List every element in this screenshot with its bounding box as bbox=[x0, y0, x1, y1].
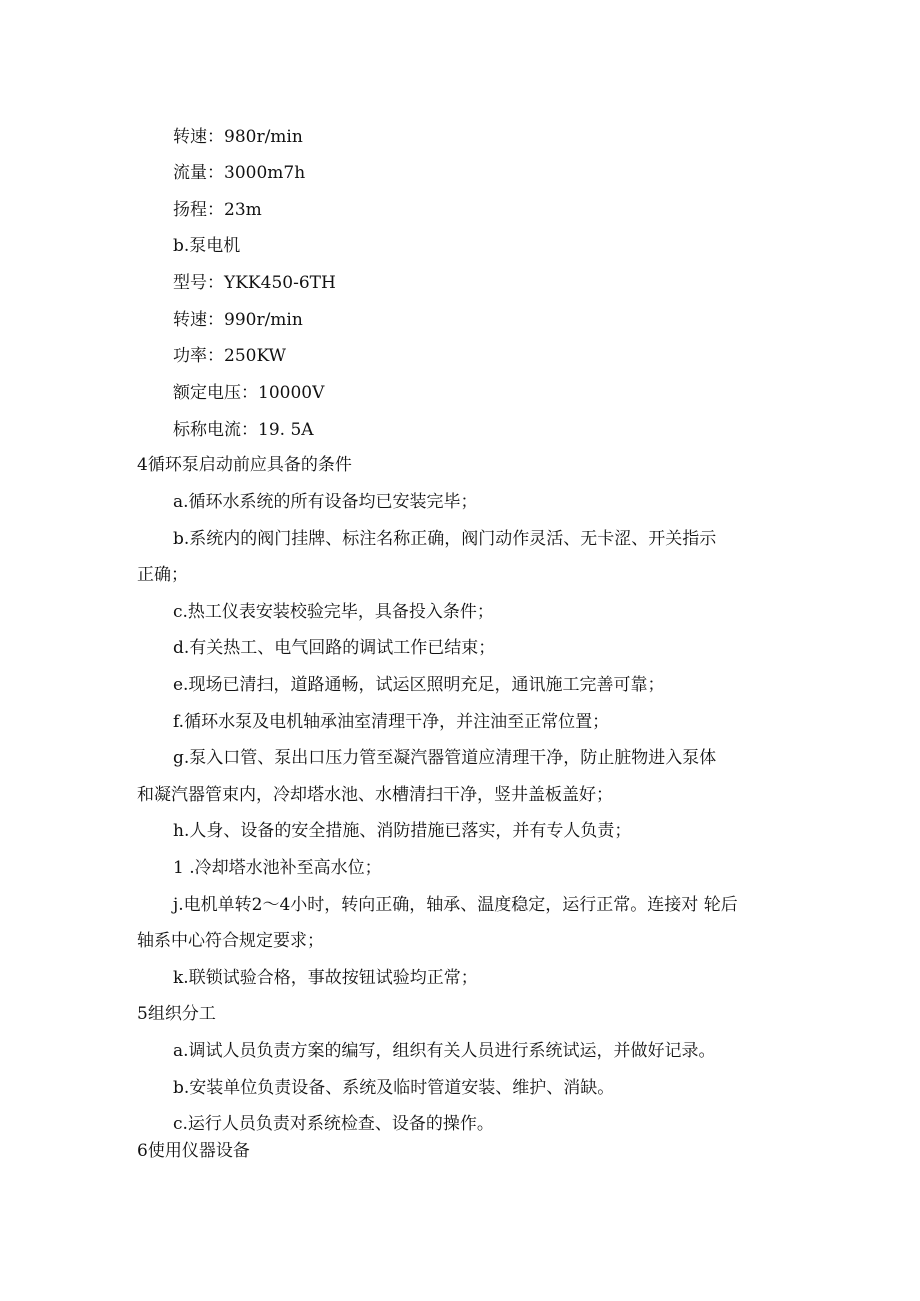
list-item: 1 .冷却塔水池补至高水位； bbox=[173, 858, 382, 878]
list-item-continuation: 和凝汽器管束内，冷却塔水池、水槽清扫干净，竖井盖板盖好； bbox=[137, 785, 613, 805]
list-item: d.有关热工、电气回路的调试工作已结束； bbox=[173, 638, 496, 658]
list-item: f.循环水泵及电机轴承油室清理干净，并注油至正常位置； bbox=[173, 712, 610, 732]
section-heading-6: 6使用仪器设备 bbox=[137, 1141, 250, 1161]
spec-line-speed: 转速：980r/min bbox=[173, 127, 303, 147]
spec-line-motor-speed: 转速：990r/min bbox=[173, 310, 303, 330]
list-item: c.运行人员负责对系统检查、设备的操作。 bbox=[173, 1114, 494, 1134]
list-item-continuation: 轴系中心符合规定要求； bbox=[137, 931, 324, 951]
spec-line-rated-current: 标称电流：19. 5A bbox=[173, 420, 314, 440]
list-item: g.泵入口管、泵出口压力管至凝汽器管道应清理干净，防止脏物进入泵体 bbox=[173, 748, 717, 768]
list-item: h.人身、设备的安全措施、消防措施已落实，并有专人负责； bbox=[173, 821, 632, 841]
spec-line-head: 扬程：23m bbox=[173, 200, 262, 220]
spec-line-model: 型号：YKK450-6TH bbox=[173, 273, 336, 293]
list-item: a.调试人员负责方案的编写，组织有关人员进行系统试运，并做好记录。 bbox=[173, 1041, 716, 1061]
list-item: e.现场已清扫，道路通畅，试运区照明充足，通讯施工完善可靠； bbox=[173, 675, 665, 695]
section-heading-5: 5组织分工 bbox=[137, 1004, 216, 1024]
list-item: a.循环水系统的所有设备均已安装完毕； bbox=[173, 492, 478, 512]
spec-line-rated-voltage: 额定电压：10000V bbox=[173, 383, 325, 403]
spec-line-motor-heading: b.泵电机 bbox=[173, 236, 241, 256]
section-heading-4: 4循环泵启动前应具备的条件 bbox=[137, 455, 352, 475]
list-item: b.系统内的阀门挂牌、标注名称正确，阀门动作灵活、无卡涩、开关指示 bbox=[173, 529, 717, 549]
spec-line-flow: 流量：3000m7h bbox=[173, 163, 306, 183]
list-item: c.热工仪表安装校验完毕，具备投入条件； bbox=[173, 602, 494, 622]
list-item: k.联锁试验合格，事故按钮试验均正常； bbox=[173, 968, 478, 988]
list-item: b.安装单位负责设备、系统及临时管道安装、维护、消缺。 bbox=[173, 1078, 615, 1098]
spec-line-power: 功率：250KW bbox=[173, 346, 287, 366]
list-item: j.电机单转2～4小时，转向正确，轴承、温度稳定，运行正常。连接对 轮后 bbox=[173, 895, 738, 915]
list-item-continuation: 正确； bbox=[137, 565, 188, 585]
